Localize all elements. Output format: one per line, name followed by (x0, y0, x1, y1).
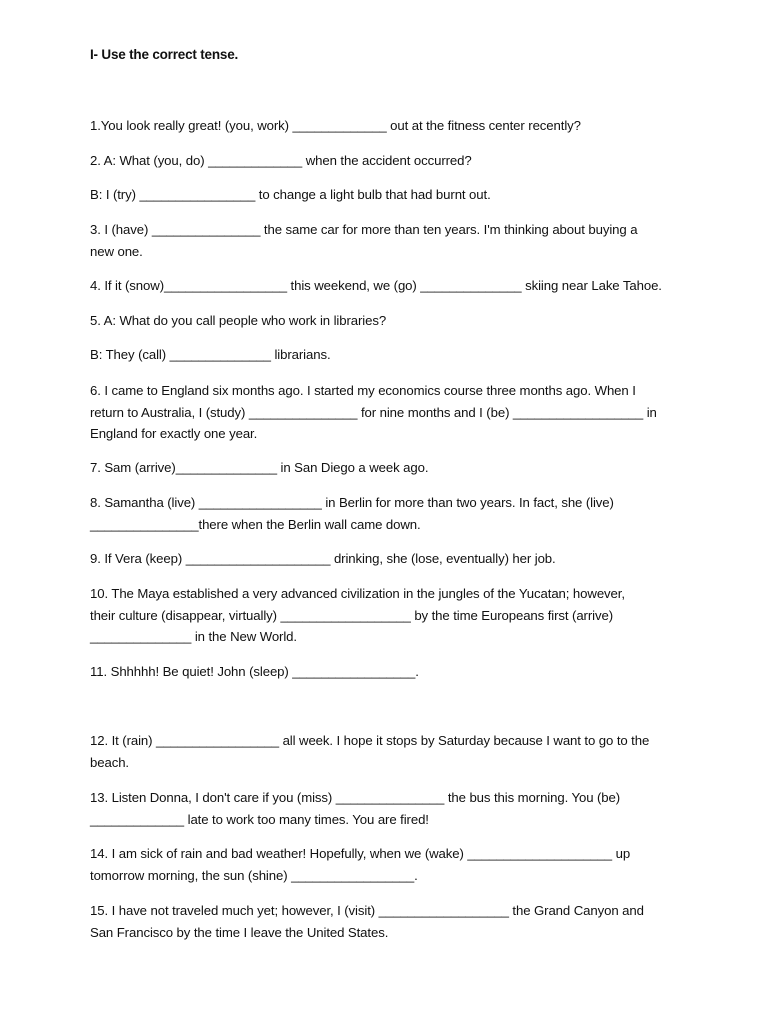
question-8-line-1: 8. Samantha (live) _________________ in Berlin for more than two years. In fact, she (live) (90, 495, 614, 510)
question-3-line-1: 3. I (have) _______________ the same car for more than ten years. I'm thinking about buying a (90, 222, 638, 237)
question-3-line-2: new one. (90, 243, 143, 259)
question-14-line-2: tomorrow morning, the sun (shine) _________________. (90, 867, 418, 883)
question-2-part-b: B: I (try) ________________ to change a light bulb that had burnt out. (90, 187, 491, 202)
question-12 (90, 730, 682, 773)
question-10-line-2: their culture (disappear, virtually) __________________ by the time Europeans first (arrive) (90, 607, 613, 623)
question-13 (90, 787, 682, 830)
question-7: 7. Sam (arrive)______________ in San Diego a week ago. (90, 460, 429, 475)
question-8 (90, 492, 682, 535)
question-8-line-2: _______________there when the Berlin wall came down. (90, 516, 421, 532)
question-14-line-1: 14. I am sick of rain and bad weather! Hopefully, when we (wake) ____________________ up (90, 846, 631, 861)
question-10 (90, 583, 682, 648)
question-9: 9. If Vera (keep) ____________________ drinking, she (lose, eventually) her job. (90, 551, 556, 566)
question-12-line-1: 12. It (rain) _________________ all week. I hope it stops by Saturday because I want to go to the (90, 733, 650, 748)
question-13-line-2: _____________ late to work too many times. You are fired! (90, 811, 429, 827)
question-15 (90, 900, 682, 943)
question-6 (90, 380, 682, 445)
question-4: 4. If it (snow)_________________ this weekend, we (go) ______________ skiing near Lake Tahoe. (90, 278, 662, 293)
question-10-line-3: ______________ in the New World. (90, 629, 297, 644)
question-3 (90, 219, 682, 262)
question-5-part-a: 5. A: What do you call people who work in libraries? (90, 313, 387, 328)
worksheet-heading: I- Use the correct tense. (90, 47, 239, 62)
question-12-line-2: beach. (90, 754, 129, 770)
question-6-line-3: England for exactly one year. (90, 426, 258, 441)
question-15-line-2: San Francisco by the time I leave the United States. (90, 924, 389, 940)
question-13-line-1: 13. Listen Donna, I don't care if you (miss) _______________ the bus this morning. You (be) (90, 790, 621, 805)
question-14 (90, 843, 682, 886)
question-10-line-1: 10. The Maya established a very advanced civilization in the jungles of the Yucatan; however, (90, 586, 625, 601)
question-5-part-b: B: They (call) ______________ librarians. (90, 347, 331, 362)
question-15-line-1: 15. I have not traveled much yet; however, I (visit) __________________ the Grand Canyon and (90, 903, 644, 918)
question-6-line-1: 6. I came to England six months ago. I started my economics course three months ago. When I (90, 383, 636, 398)
question-2-part-a: 2. A: What (you, do) _____________ when the accident occurred? (90, 153, 472, 168)
question-1: 1.You look really great! (you, work) _____________ out at the fitness center recently? (90, 118, 581, 133)
question-11: 11. Shhhhh! Be quiet! John (sleep) _________________. (90, 664, 419, 679)
question-6-line-2: return to Australia, I (study) _______________ for nine months and I (be) __________________ in (90, 404, 657, 420)
